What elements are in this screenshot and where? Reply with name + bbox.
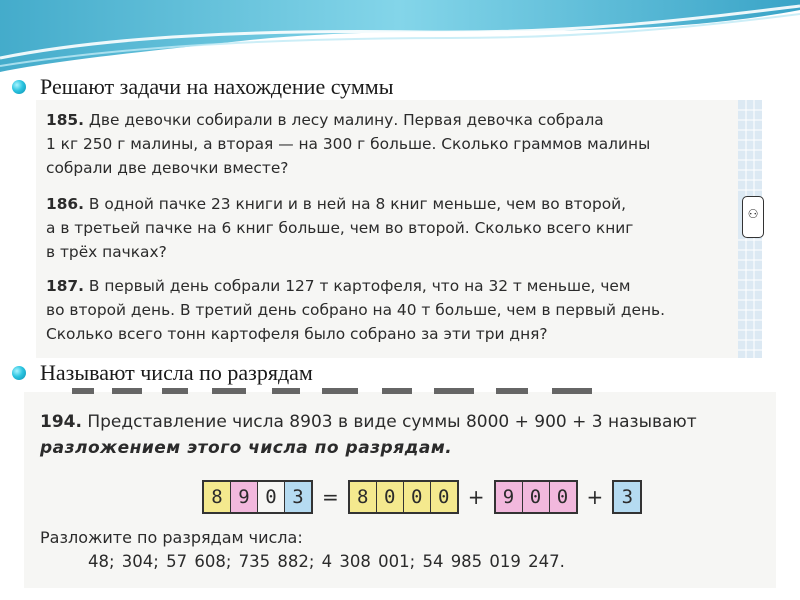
- problem-number: 185.: [46, 111, 84, 129]
- bullet-text: Называют числа по разрядам: [40, 360, 313, 385]
- place-value-equation: [202, 480, 642, 514]
- problem-line: 1 кг 250 г малины, а вторая — на 300 г больше. Сколько граммов малины: [46, 135, 651, 153]
- digit-box: 9: [231, 482, 258, 512]
- problem-line: собрали две девочки вместе?: [46, 159, 289, 177]
- digit-box: 8: [204, 482, 231, 512]
- digit-box: 0: [404, 482, 431, 512]
- problem-line: В первый день собрали 127 т картофеля, что на 32 т меньше, чем: [88, 277, 631, 295]
- number-8000-boxes: [348, 480, 459, 514]
- task-194-statement: [40, 412, 697, 432]
- digit-box: 0: [438, 486, 450, 508]
- problem-186: [46, 192, 736, 264]
- header-wave-decoration: [0, 0, 800, 80]
- digit-box: 0: [377, 482, 404, 512]
- digit-box: 0: [556, 486, 569, 508]
- textbook-excerpt-problems: [36, 100, 762, 358]
- digit-box: 3: [285, 482, 311, 512]
- problem-line: В одной пачке 23 книги и в ней на 8 книг меньше, чем во второй,: [88, 195, 627, 213]
- bullet-icon: [12, 366, 26, 380]
- problem-line: Сколько всего тонн картофеля было собрано за эти три дня?: [46, 325, 548, 343]
- bullet-text: Решают задачи на нахождение суммы: [40, 74, 394, 99]
- digit-box: 8: [350, 482, 377, 512]
- task-instruction: Разложите по разрядам числа:: [40, 528, 303, 547]
- number-3-box: [612, 480, 642, 514]
- page-tab-icon: ⚇: [742, 196, 764, 238]
- plus-sign: +: [467, 485, 485, 509]
- plus-sign: +: [586, 485, 604, 509]
- problem-number: 187.: [46, 277, 84, 295]
- bullet-place-values: [12, 360, 313, 386]
- number-900-boxes: [494, 480, 578, 514]
- bullet-sum-problems: [12, 74, 394, 100]
- digit-box: 3: [621, 486, 634, 508]
- digit-box: 0: [523, 482, 550, 512]
- problem-line: а в третьей пачке на 6 книг больше, чем во второй. Сколько всего книг: [46, 219, 634, 237]
- problem-185: [46, 108, 736, 180]
- bullet-icon: [12, 80, 26, 94]
- textbook-excerpt-place-values: [24, 392, 776, 588]
- task-text: Представление числа 8903 в виде суммы 8000 + 900 + 3 называют: [87, 412, 697, 432]
- problem-line: во второй день. В третий день собрано на 40 т больше, чем в первый день.: [46, 301, 665, 319]
- equals-sign: =: [322, 485, 339, 509]
- problem-line: в трёх пачках?: [46, 243, 167, 261]
- digit-box: 9: [496, 482, 523, 512]
- task-number: 194.: [40, 412, 82, 432]
- cut-off-text-decoration: [72, 384, 612, 394]
- problem-line: Две девочки собирали в лесу малину. Первая девочка собрала: [88, 111, 604, 129]
- digit-box: 0: [258, 482, 285, 512]
- task-194-term: разложением этого числа по разрядам.: [40, 438, 453, 458]
- number-8903-boxes: [202, 480, 313, 514]
- problem-number: 186.: [46, 195, 84, 213]
- problem-187: [46, 274, 736, 346]
- numbers-to-decompose: 48; 304; 57 608; 735 882; 4 308 001; 54 985 019 247.: [88, 552, 565, 571]
